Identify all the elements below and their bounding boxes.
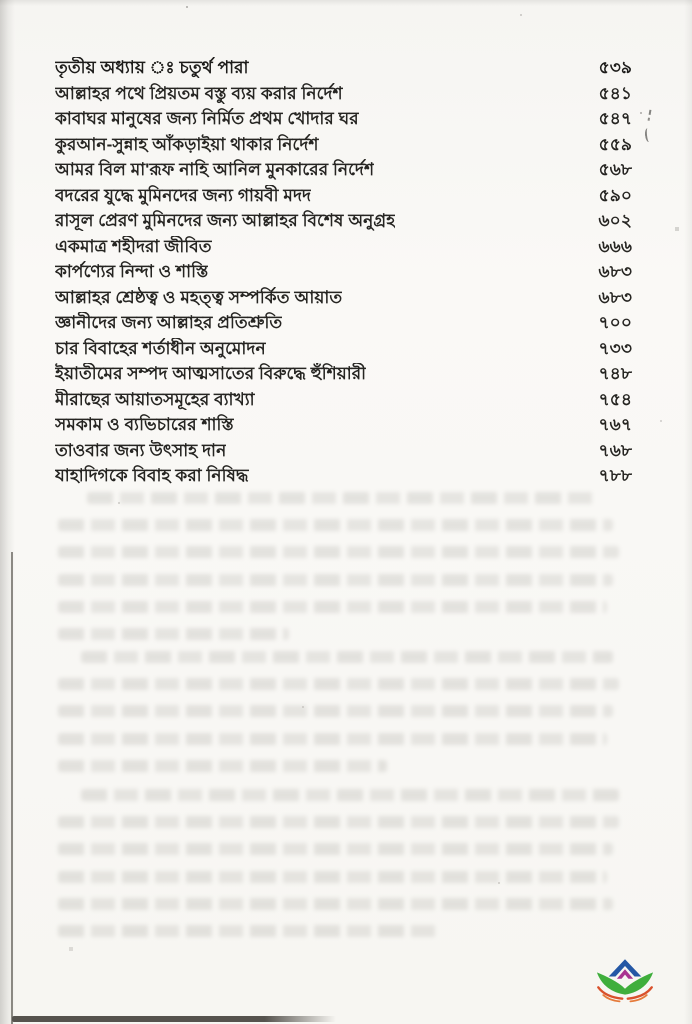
ghost-line xyxy=(58,678,619,690)
scan-artifact-mark xyxy=(644,128,653,143)
toc-entry-title: জ্ঞানীদের জন্য আল্লাহর প্রতিশ্রুতি xyxy=(55,313,283,332)
toc-entry-page-number: ৫৫৯ xyxy=(598,134,632,154)
toc-entry-title: মীরাছের আয়াতসমূহের ব্যাখ্যা xyxy=(55,389,255,409)
toc-entry-page-number: ৫৬৮ xyxy=(598,160,632,179)
toc-entry-title: একমাত্র শহীদরা জীবিত xyxy=(55,236,212,256)
toc-entry-page-number: ৭৪৮ xyxy=(598,364,632,383)
toc-entry-page-number: ৫৩৯ xyxy=(598,58,632,77)
toc-entry-page-number: ৫৪১ xyxy=(598,83,632,103)
top-edge-shadow xyxy=(0,0,692,6)
toc-entry-page-number: ৬৬৬ xyxy=(598,236,632,256)
toc-entry-page-number: ৫৯০ xyxy=(598,185,632,205)
toc-entry-page-number: ৬৮৩ xyxy=(598,287,632,307)
toc-entry-page-number: ৬৮৩ xyxy=(598,262,632,281)
toc-entry xyxy=(55,83,632,109)
toc-entry xyxy=(55,134,632,160)
toc-entry xyxy=(55,287,632,313)
toc-entry-title: কার্পণ্যের নিন্দা ও শাস্তি xyxy=(55,262,209,281)
toc-entry-title: সমকাম ও ব্যভিচারের শাস্তি xyxy=(55,415,234,434)
ghost-line xyxy=(58,760,387,772)
table-of-contents xyxy=(55,57,632,491)
toc-entry xyxy=(55,159,632,185)
toc-entry xyxy=(55,338,632,364)
toc-entry-page-number: ৫৪৭ xyxy=(598,109,632,128)
toc-entry xyxy=(55,414,632,440)
toc-entry-page-number: ৬০২ xyxy=(598,211,632,230)
scan-artifact-mark xyxy=(649,110,654,116)
toc-entry-title: আমর বিল মা'রূফ নাহি আনিল মুনকারের নির্দেশ xyxy=(55,160,375,179)
toc-entry-page-number: ৭০০ xyxy=(598,313,632,332)
toc-entry xyxy=(55,389,632,415)
toc-entry xyxy=(55,440,632,466)
toc-entry xyxy=(55,108,632,134)
toc-entry-title: কুরআন-সুন্নাহ আঁকড়াইয়া থাকার নির্দেশ xyxy=(55,134,319,154)
ghost-line xyxy=(58,898,613,910)
toc-entry-title: আল্লাহর শ্রেষ্ঠত্ব ও মহত্ত্ব সম্পর্কিত আয়াত xyxy=(55,287,343,307)
ghost-line xyxy=(81,651,613,663)
ghost-line xyxy=(58,546,619,558)
ghost-line xyxy=(58,816,619,828)
ghost-line xyxy=(58,628,289,640)
toc-entry-title: রাসূল প্রেরণ মুমিনদের জন্য আল্লাহর বিশেষ অনুগ্রহ xyxy=(55,211,396,230)
ghost-line xyxy=(58,843,613,855)
toc-entry xyxy=(55,210,632,236)
toc-entry-title: আল্লাহর পথে প্রিয়তম বস্তু ব্যয় করার নির্দেশ xyxy=(55,83,343,103)
toc-entry-page-number: ৭৫৪ xyxy=(598,389,632,409)
ghost-line xyxy=(58,925,439,937)
scan-edge-vertical-line xyxy=(11,552,13,1024)
toc-entry xyxy=(55,312,632,338)
toc-entry-page-number: ৭৬৭ xyxy=(598,415,632,434)
scan-bottom-dark-bar xyxy=(12,1016,336,1022)
toc-entry-title: যাহাদিগকে বিবাহ করা নিষিদ্ধ xyxy=(55,466,249,485)
toc-entry-title: তাওবার জন্য উৎসাহ দান xyxy=(55,440,227,460)
toc-entry xyxy=(55,236,632,262)
ghost-line xyxy=(58,519,613,531)
ghost-line xyxy=(58,871,607,883)
toc-entry xyxy=(55,363,632,389)
toc-entry-page-number: ৭৬৮ xyxy=(598,440,632,460)
publisher-logo xyxy=(596,958,654,1004)
ghost-line xyxy=(81,789,619,801)
toc-entry xyxy=(55,185,632,211)
toc-entry-title: তৃতীয় অধ্যায় ঃ চতুর্থ পারা xyxy=(55,58,249,77)
toc-entry-title: বদরের যুদ্ধে মুমিনদের জন্য গায়বী মদদ xyxy=(55,185,312,205)
ghost-line xyxy=(58,705,613,717)
toc-entry-title: চার বিবাহের শর্তাধীন অনুমোদন xyxy=(55,338,266,358)
ghost-line xyxy=(58,574,613,586)
toc-entry-page-number: ৭৮৮ xyxy=(598,466,632,485)
toc-entry-title: ইয়াতীমের সম্পদ আত্মসাতের বিরুদ্ধে হুঁশিয়ারী xyxy=(55,364,367,383)
toc-entry-title: কাবাঘর মানুষের জন্য নির্মিত প্রথম খোদার ঘর xyxy=(55,109,359,128)
toc-entry xyxy=(55,57,632,83)
toc-entry xyxy=(55,465,632,491)
toc-entry xyxy=(55,261,632,287)
ghost-line xyxy=(87,492,596,504)
right-edge-shadow xyxy=(684,0,692,1024)
ghost-line xyxy=(58,733,607,745)
ghost-line xyxy=(58,601,607,613)
toc-entry-page-number: ৭৩৩ xyxy=(598,338,632,358)
